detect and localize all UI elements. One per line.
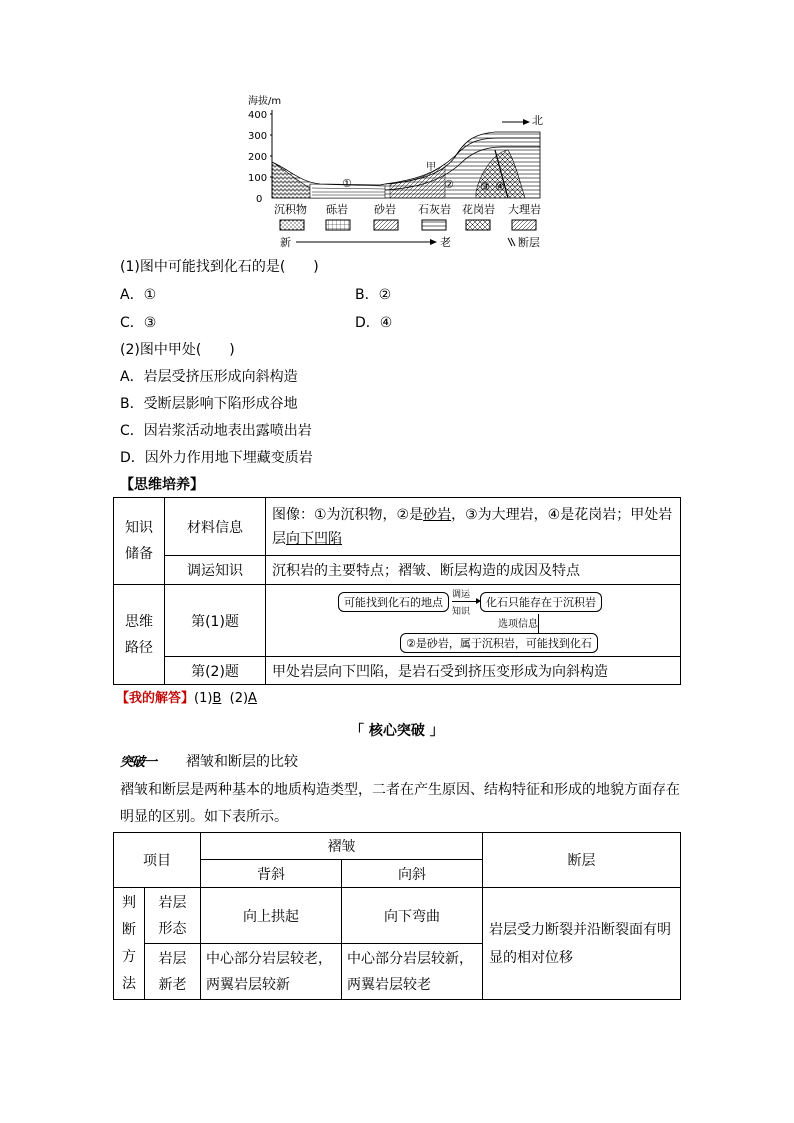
q2-reasoning: 甲处岩层向下凹陷，是岩石受到挤压变形成为向斜构造 bbox=[266, 657, 681, 685]
svg-text:400: 400 bbox=[248, 110, 268, 121]
q1-option-c[interactable]: C．③ bbox=[120, 315, 157, 331]
svg-text:④: ④ bbox=[495, 180, 505, 193]
intro-para-2: 明显的区别。如下表所示。 bbox=[120, 809, 288, 825]
material-text: 图像：①为沉积物，②是砂岩，③为大理岩，④是花岗岩；甲处岩层向下凹陷 bbox=[266, 498, 681, 556]
row-age-label: 岩层 新老 bbox=[145, 944, 201, 1000]
svg-text:②: ② bbox=[444, 178, 454, 191]
intro-para-1: 褶皱和断层是两种基本的地质构造类型，二者在产生原因、结构特征和形成的地貌方面存在 bbox=[120, 782, 680, 798]
y-axis-label: 海拔/m bbox=[248, 96, 282, 107]
svg-text:花岗岩: 花岗岩 bbox=[462, 203, 495, 216]
knowledge-reserve-label: 知识储备 bbox=[114, 498, 165, 585]
anticline-shape: 向上拱起 bbox=[201, 888, 342, 944]
item-header: 项目 bbox=[114, 833, 201, 888]
q1-stem: (1)图中可能找到化石的是( ) bbox=[120, 259, 319, 275]
syncline-age: 中心部分岩层较新， 两翼岩层较老 bbox=[342, 944, 483, 1000]
thinking-title: 【思维培养】 bbox=[120, 477, 204, 493]
material-label: 材料信息 bbox=[165, 498, 266, 556]
q2-option-b[interactable]: B．受断层影响下陷形成谷地 bbox=[120, 396, 298, 412]
fault-description: 岩层受力断裂并沿断裂面有明 显的相对位移 bbox=[483, 888, 681, 1000]
q1-option-d[interactable]: D．④ bbox=[355, 315, 393, 331]
svg-text:石灰岩: 石灰岩 bbox=[418, 203, 451, 216]
q2-option-d[interactable]: D．因外力作用地下埋藏变质岩 bbox=[120, 450, 313, 466]
fold-fault-comparison-table bbox=[113, 832, 681, 1000]
core-heading: 「 核心突破 」 bbox=[350, 723, 444, 739]
recall-text: 沉积岩的主要特点；褶皱、断层构造的成因及特点 bbox=[266, 556, 681, 585]
svg-text:甲: 甲 bbox=[426, 162, 436, 173]
syncline-shape: 向下弯曲 bbox=[342, 888, 483, 944]
q2-option-a[interactable]: A．岩层受挤压形成向斜构造 bbox=[120, 369, 298, 385]
svg-text:断层: 断层 bbox=[518, 236, 540, 249]
svg-text:300: 300 bbox=[248, 131, 268, 142]
north-label: 北 bbox=[532, 114, 543, 127]
svg-text:0: 0 bbox=[256, 194, 263, 205]
method-label: 判 断 方 法 bbox=[114, 888, 145, 1000]
q2-stem: (2)图中甲处( ) bbox=[120, 342, 235, 358]
svg-text:①: ① bbox=[342, 177, 352, 190]
thinking-path-label: 思维路径 bbox=[114, 585, 165, 685]
geologic-cross-section bbox=[240, 92, 560, 252]
my-answer: 【我的解答】(1)B (2)A bbox=[116, 691, 257, 706]
svg-text:砾岩: 砾岩 bbox=[326, 203, 348, 216]
svg-text:200: 200 bbox=[248, 152, 268, 163]
svg-text:③: ③ bbox=[480, 180, 490, 193]
svg-text:新: 新 bbox=[280, 236, 291, 249]
fold-header: 褶皱 bbox=[201, 833, 483, 860]
flow-box-3: ②是砂岩，属于沉积岩，可能找到化石 bbox=[400, 633, 598, 653]
q2-label: 第(2)题 bbox=[165, 657, 266, 685]
q1-label: 第(1)题 bbox=[165, 585, 266, 657]
q1-option-a[interactable]: A．① bbox=[120, 287, 157, 303]
flow-diagram: 可能找到化石的地点 调运 知识 化石只能存在于沉积岩 选项信息 ②是砂岩，属于沉积岩，可能找到化石 bbox=[266, 585, 681, 657]
svg-text:大理岩: 大理岩 bbox=[508, 203, 541, 216]
flow-box-1: 可能找到化石的地点 bbox=[338, 592, 449, 612]
svg-text:砂岩: 砂岩 bbox=[374, 203, 396, 216]
syncline-header: 向斜 bbox=[342, 860, 483, 888]
fault-header: 断层 bbox=[483, 833, 681, 888]
q1-option-b[interactable]: B．② bbox=[355, 287, 392, 303]
section-subtitle: 褶皱和断层的比较 bbox=[186, 754, 298, 770]
recall-label: 调运知识 bbox=[165, 556, 266, 585]
breakthrough-badge: 突破一 bbox=[120, 755, 157, 770]
anticline-header: 背斜 bbox=[201, 860, 342, 888]
q2-option-c[interactable]: C．因岩浆活动地表出露喷出岩 bbox=[120, 423, 312, 439]
svg-text:老: 老 bbox=[440, 236, 451, 249]
svg-text:100: 100 bbox=[248, 173, 268, 184]
flow-box-2: 化石只能存在于沉积岩 bbox=[480, 592, 602, 612]
thinking-table bbox=[113, 497, 681, 685]
svg-text:沉积物: 沉积物 bbox=[274, 203, 307, 216]
anticline-age: 中心部分岩层较老， 两翼岩层较新 bbox=[201, 944, 342, 1000]
row-shape-label: 岩层 形态 bbox=[145, 888, 201, 944]
